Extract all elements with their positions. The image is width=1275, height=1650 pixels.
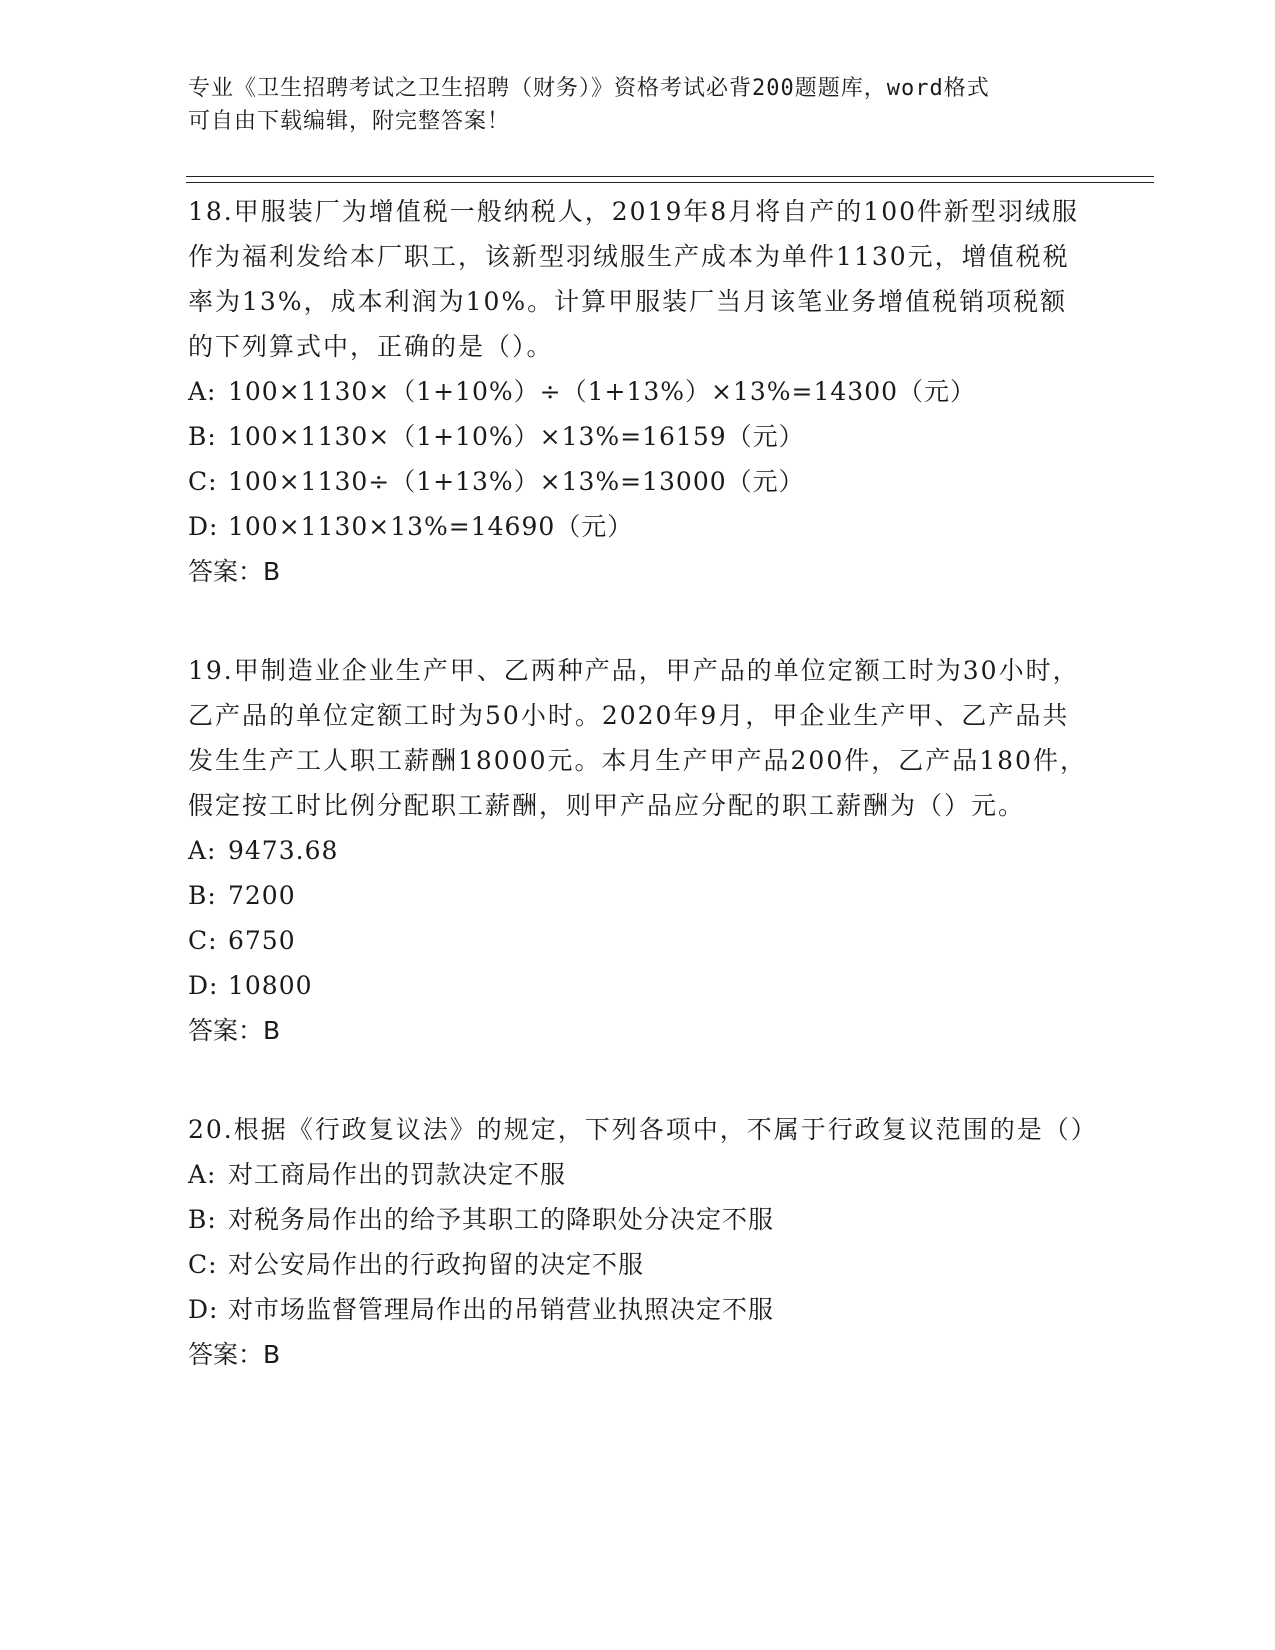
option-letter: C: — [188, 1250, 218, 1279]
option-text: 6750 — [228, 926, 296, 955]
option-letter: B: — [188, 881, 217, 910]
header-divider-top — [186, 176, 1154, 177]
option-letter: B: — [188, 1205, 217, 1234]
option-text: 对税务局作出的给予其职工的降职处分决定不服 — [228, 1205, 775, 1234]
option-letter: A: — [188, 836, 217, 865]
option-c — [188, 459, 1088, 504]
option-b — [188, 414, 1088, 459]
option-text: 对公安局作出的行政拘留的决定不服 — [228, 1250, 645, 1279]
option-letter: C: — [188, 926, 218, 955]
option-a — [188, 828, 1088, 873]
option-text: 对市场监督管理局作出的吊销营业执照决定不服 — [228, 1295, 775, 1324]
option-text: 100×1130×13%=14690（元） — [228, 512, 634, 541]
option-letter: D: — [188, 1295, 219, 1324]
option-a — [188, 369, 1088, 414]
option-letter: A: — [188, 377, 217, 406]
answer-line: 答案：B — [188, 1340, 281, 1369]
option-text: 100×1130×（1+10%）×13%=16159（元） — [228, 422, 805, 451]
question-stem: 19.甲制造业企业生产甲、乙两种产品，甲产品的单位定额工时为30小时，乙产品的单位定额工时为50小时。2020年9月，甲企业生产甲、乙产品共发生生产工人职工薪酬18000元。本月生产甲产品200件，乙产品180件，假定按工时比例分配职工薪酬，则甲产品应分配的职工薪酬为（）元。 — [188, 656, 1087, 820]
option-c — [188, 918, 1088, 963]
option-c — [188, 1242, 1088, 1287]
header-divider-bottom — [186, 182, 1154, 183]
option-letter: A: — [188, 1160, 217, 1189]
option-d — [188, 963, 1088, 1008]
option-text: 7200 — [228, 881, 296, 910]
option-letter: D: — [188, 971, 219, 1000]
answer-line: 答案：B — [188, 557, 281, 586]
question-18 — [188, 189, 1088, 594]
option-text: 9473.68 — [228, 836, 339, 865]
question-19 — [188, 648, 1088, 1053]
option-d — [188, 1287, 1088, 1332]
option-d — [188, 504, 1088, 549]
option-b — [188, 1197, 1088, 1242]
option-text: 对工商局作出的罚款决定不服 — [228, 1160, 567, 1189]
question-20 — [188, 1107, 1098, 1377]
option-b — [188, 873, 1088, 918]
option-text: 100×1130×（1+10%）÷（1+13%）×13%=14300（元） — [228, 377, 977, 406]
document-header: 专业《卫生招聘考试之卫生招聘（财务）》资格考试必背200题题库，word格式 可自由下载编辑，附完整答案！ — [188, 76, 990, 134]
option-letter: C: — [188, 467, 218, 496]
question-stem: 18.甲服装厂为增值税一般纳税人，2019年8月将自产的100件新型羽绒服作为福利发给本厂职工，该新型羽绒服生产成本为单件1130元，增值税税率为13%，成本利润为10%。计算甲服装厂当月该笔业务增值税销项税额的下列算式中，正确的是（）。 — [188, 197, 1080, 361]
option-a — [188, 1152, 1088, 1197]
option-text: 100×1130÷（1+13%）×13%=13000（元） — [228, 467, 805, 496]
option-letter: D: — [188, 512, 219, 541]
question-stem: 20.根据《行政复议法》的规定，下列各项中，不属于行政复议范围的是（） — [188, 1115, 1098, 1144]
option-letter: B: — [188, 422, 217, 451]
answer-line: 答案：B — [188, 1016, 281, 1045]
question-list — [188, 189, 1098, 1431]
option-text: 10800 — [228, 971, 313, 1000]
